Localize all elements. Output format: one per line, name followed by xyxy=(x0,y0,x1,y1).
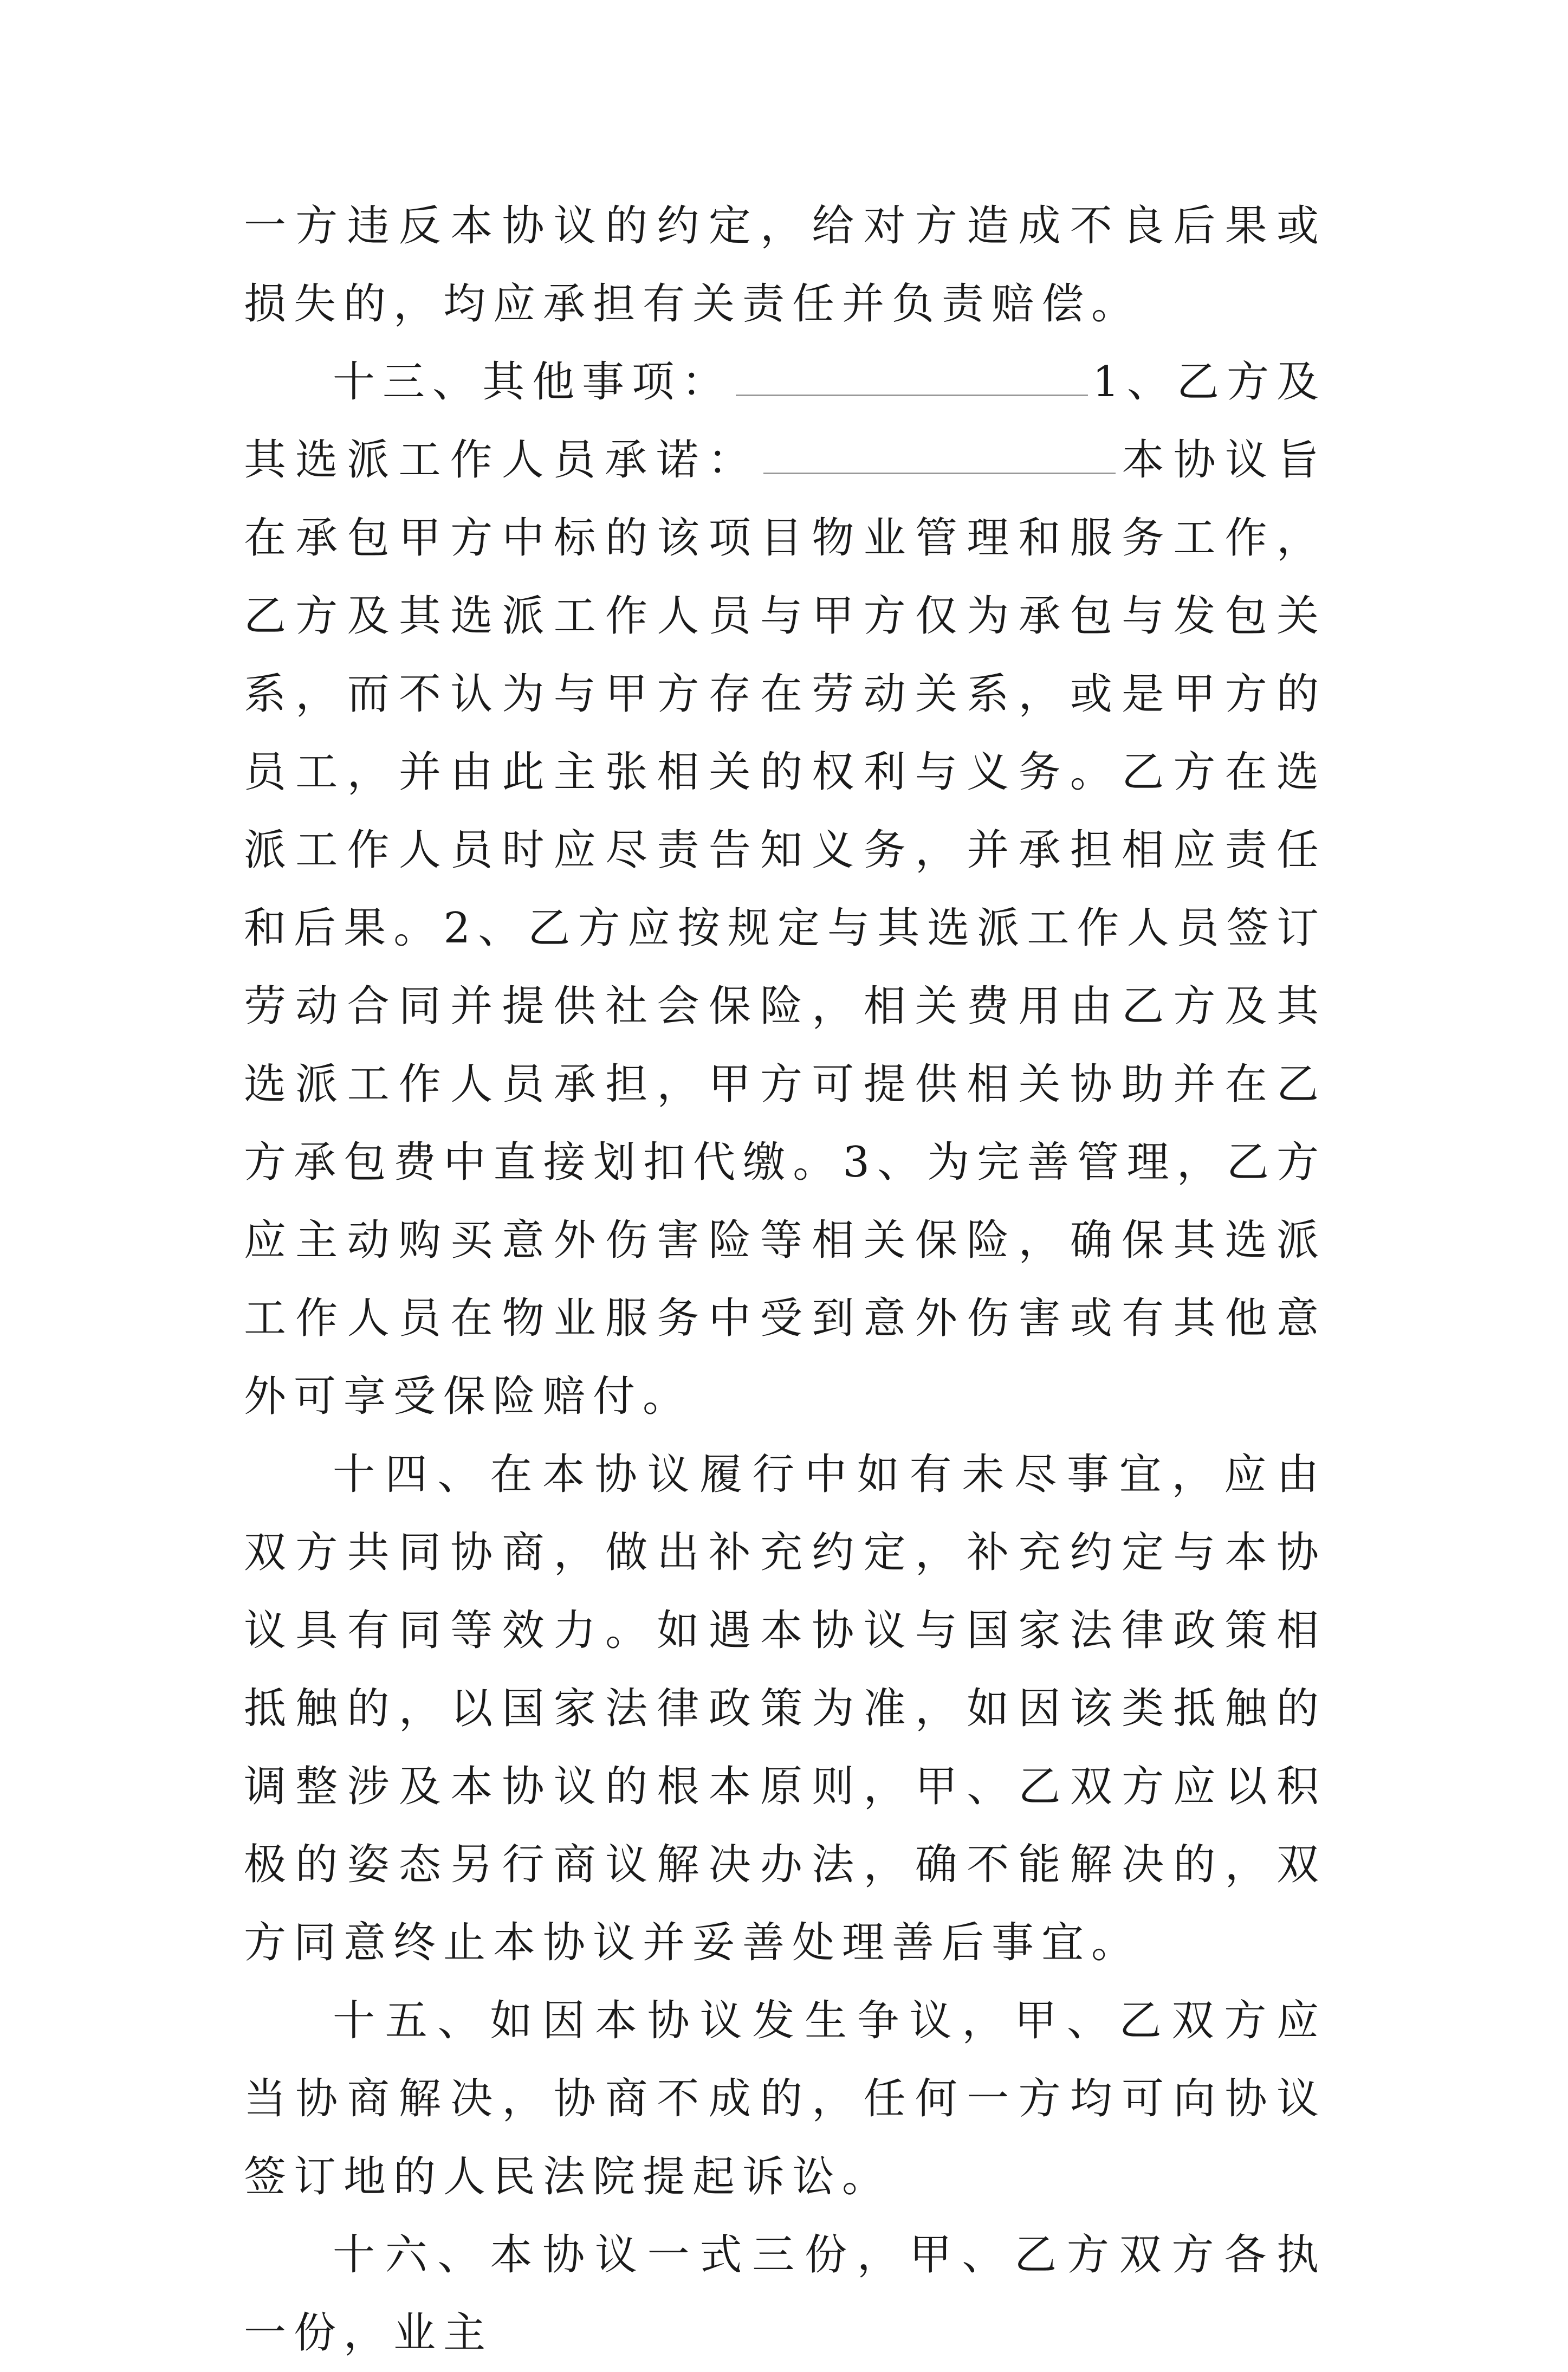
paragraph-text: 一方违反本协议的约定，给对方造成不良后果或损失的，均应承担有关责任并负责赔偿。 xyxy=(244,202,1326,328)
clause-13-item-1-lead: 1、乙方及其选派工作人员承诺： xyxy=(244,358,1326,484)
clause-13-body: 本协议旨在承包甲方中标的该项目物业管理和服务工作，乙方及其选派工作人员与甲方仅为承包与发包关系，而不认为与甲方存在劳动关系，或是甲方的员工，并由此主张相关的权利与义务。乙方在选派工作人员时应尽责告知义务，并承担相应责任和后果。2、乙方应按规定与其选派工作人员签订劳动合同并提供社会保险，相关费用由乙方及其选派工作人员承担，甲方可提供相关协助并在乙方承包费中直接划扣代缴。3、为完善管理，乙方应主动购买意外伤害险等相关保险，确保其选派工作人员在物业服务中受到意外伤害或有其他意外可享受保险赔付。 xyxy=(244,436,1326,1421)
paragraph-clause-16 xyxy=(244,2216,1326,2372)
fill-in-blank-line[interactable] xyxy=(736,358,1088,396)
paragraph-text: 十六、本协议一式三份，甲、乙方双方各执一份，业主 xyxy=(244,2231,1326,2357)
document-body xyxy=(244,187,1326,2372)
clause-13-heading: 十三、其他事项： xyxy=(333,358,732,406)
paragraph-clause-13 xyxy=(244,343,1326,1436)
paragraph-text: 十五、如因本协议发生争议，甲、乙双方应当协商解决，协商不成的，任何一方均可向协议签订地的人民法院提起诉讼。 xyxy=(244,1996,1326,2201)
fill-in-blank-line[interactable] xyxy=(763,436,1116,474)
paragraph-clause-15 xyxy=(244,1982,1326,2216)
paragraph-text: 十四、在本协议履行中如有未尽事宜，应由双方共同协商，做出补充约定，补充约定与本协议具有同等效力。如遇本协议与国家法律政策相抵触的，以国家法律政策为准，如因该类抵触的调整涉及本协议的根本原则，甲、乙双方应以积极的姿态另行商议解决办法，确不能解决的，双方同意终止本协议并妥善处理善后事宜。 xyxy=(244,1450,1326,1967)
paragraph-clause-14 xyxy=(244,1436,1326,1982)
paragraph-clause-12-continued xyxy=(244,187,1326,343)
